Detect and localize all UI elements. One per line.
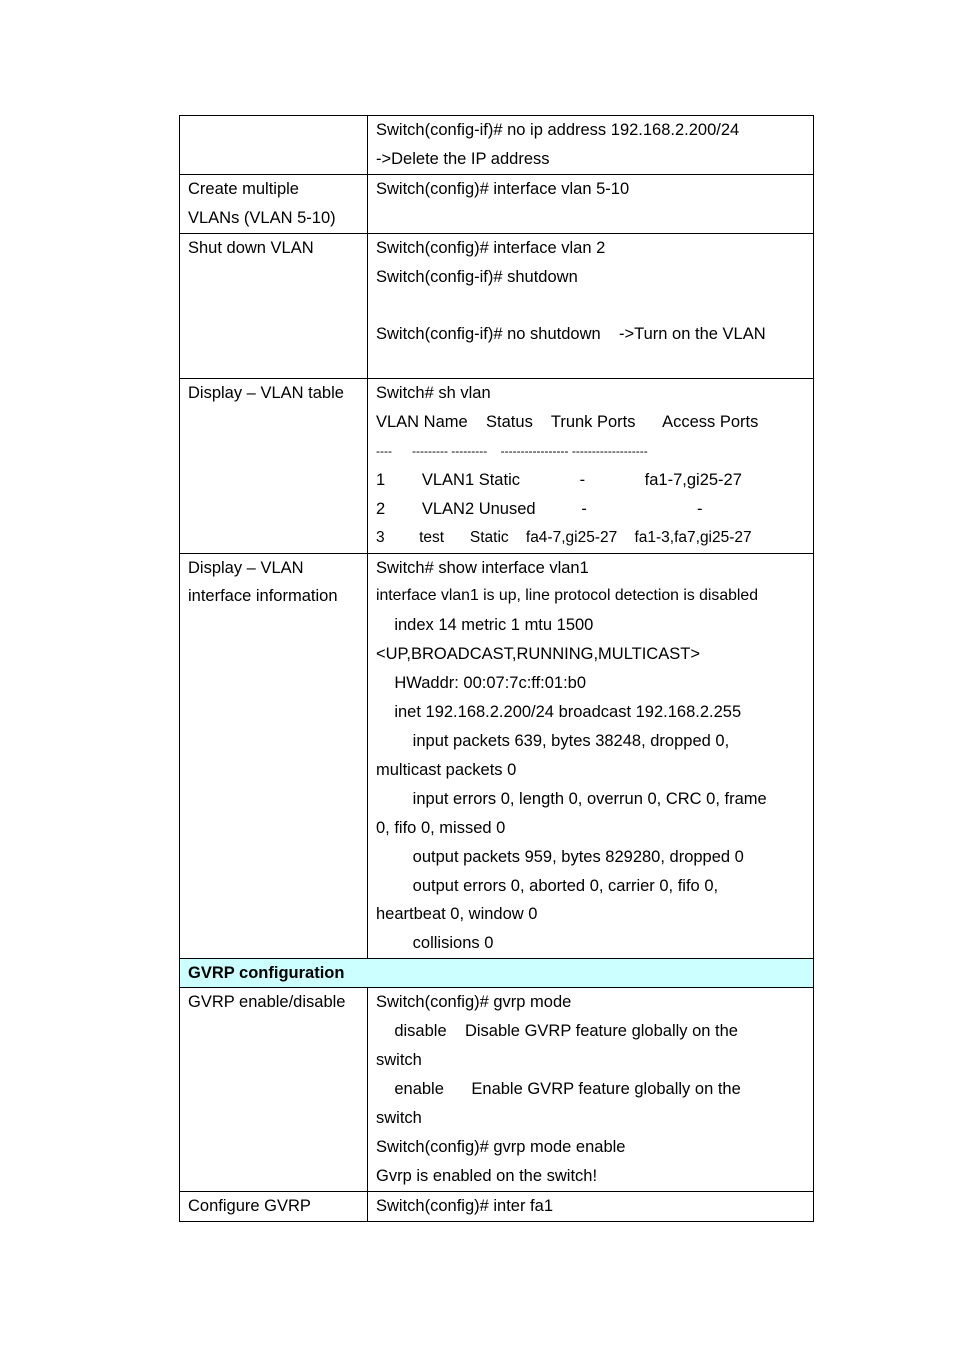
command-line: ->Delete the IP address: [376, 149, 550, 168]
feature-label: Configure GVRP: [188, 1196, 311, 1215]
command-line: Switch# show interface vlan1: [376, 558, 589, 577]
command-line: enable Enable GVRP feature globally on the: [376, 1079, 741, 1098]
feature-cell: [180, 233, 368, 379]
table-row: [180, 174, 814, 233]
command-line: Switch(config-if)# no ip address 192.168.2.200/24: [376, 121, 740, 139]
command-line: 2 VLAN2 Unused - -: [376, 499, 703, 518]
command-cell: [368, 116, 814, 175]
table-row: [180, 1191, 814, 1221]
feature-cell: [180, 379, 368, 553]
command-line: Switch# sh vlan: [376, 384, 491, 403]
command-line: ---- --------- --------- ----------------- -------------------: [376, 443, 648, 458]
feature-cell: [180, 116, 368, 175]
command-line: switch: [376, 1108, 422, 1127]
command-cell: [368, 553, 814, 959]
command-line: Switch(config-if)# shutdown: [376, 267, 578, 286]
command-line: output packets 959, bytes 829280, dropped 0: [376, 847, 744, 866]
feature-label: Shut down VLAN: [188, 238, 314, 257]
command-line: Switch(config-if)# no shutdown ->Turn on the VLAN: [376, 325, 766, 344]
feature-cell: [180, 174, 368, 233]
command-line: output errors 0, aborted 0, carrier 0, fifo 0,: [376, 876, 719, 895]
blank-line: [376, 349, 805, 378]
feature-cell: [180, 988, 368, 1191]
table-row: [180, 233, 814, 379]
table-row: [180, 379, 814, 553]
command-line: Switch(config)# gvrp mode: [376, 993, 572, 1012]
command-cell: [368, 988, 814, 1191]
command-line: switch: [376, 1051, 422, 1070]
section-header-row: [180, 959, 814, 988]
command-table: [179, 115, 814, 1222]
command-line: Gvrp is enabled on the switch!: [376, 1166, 598, 1185]
command-line: Switch(config)# interface vlan 5-10: [376, 179, 630, 198]
command-line: input packets 639, bytes 38248, dropped 0,: [376, 732, 730, 750]
command-line: <UP,BROADCAST,RUNNING,MULTICAST>: [376, 645, 700, 664]
feature-label: Create multiple: [188, 179, 299, 198]
blank-line: [376, 291, 805, 320]
command-line: VLAN Name Status Trunk Ports Access Ports: [376, 413, 759, 432]
command-line: interface vlan1 is up, line protocol detection is disabled: [376, 587, 758, 605]
feature-label: GVRP enable/disable: [188, 993, 346, 1012]
command-line: multicast packets 0: [376, 760, 517, 779]
command-line: heartbeat 0, window 0: [376, 905, 538, 924]
feature-label: Display – VLAN table: [188, 384, 344, 403]
feature-label: VLANs (VLAN 5-10): [188, 208, 336, 227]
command-cell: [368, 379, 814, 553]
command-line: 3 test Static fa4-7,gi25-27 fa1-3,fa7,gi25-27: [376, 528, 752, 546]
table-row: [180, 116, 814, 175]
command-cell: [368, 233, 814, 379]
command-cell: [368, 174, 814, 233]
section-title: GVRP configuration: [180, 959, 814, 988]
command-line: inet 192.168.2.200/24 broadcast 192.168.2.255: [376, 703, 742, 722]
command-line: Switch(config)# inter fa1: [376, 1196, 553, 1215]
command-line: input errors 0, length 0, overrun 0, CRC 0, frame: [376, 789, 767, 808]
feature-label: Display – VLAN: [188, 558, 304, 577]
command-cell: [368, 1191, 814, 1221]
feature-label: interface information: [188, 587, 338, 606]
command-line: disable Disable GVRP feature globally on the: [376, 1022, 738, 1041]
command-line: Switch(config)# gvrp mode enable: [376, 1137, 626, 1156]
feature-cell: [180, 1191, 368, 1221]
command-line: collisions 0: [376, 934, 494, 953]
command-line: HWaddr: 00:07:7c:ff:01:b0: [376, 674, 587, 693]
command-line: Switch(config)# interface vlan 2: [376, 238, 606, 257]
table-row: [180, 988, 814, 1191]
table-row: [180, 553, 814, 959]
feature-cell: [180, 553, 368, 959]
command-line: 0, fifo 0, missed 0: [376, 818, 506, 837]
command-line: 1 VLAN1 Static - fa1-7,gi25-27: [376, 470, 742, 489]
command-line: index 14 metric 1 mtu 1500: [376, 616, 594, 635]
